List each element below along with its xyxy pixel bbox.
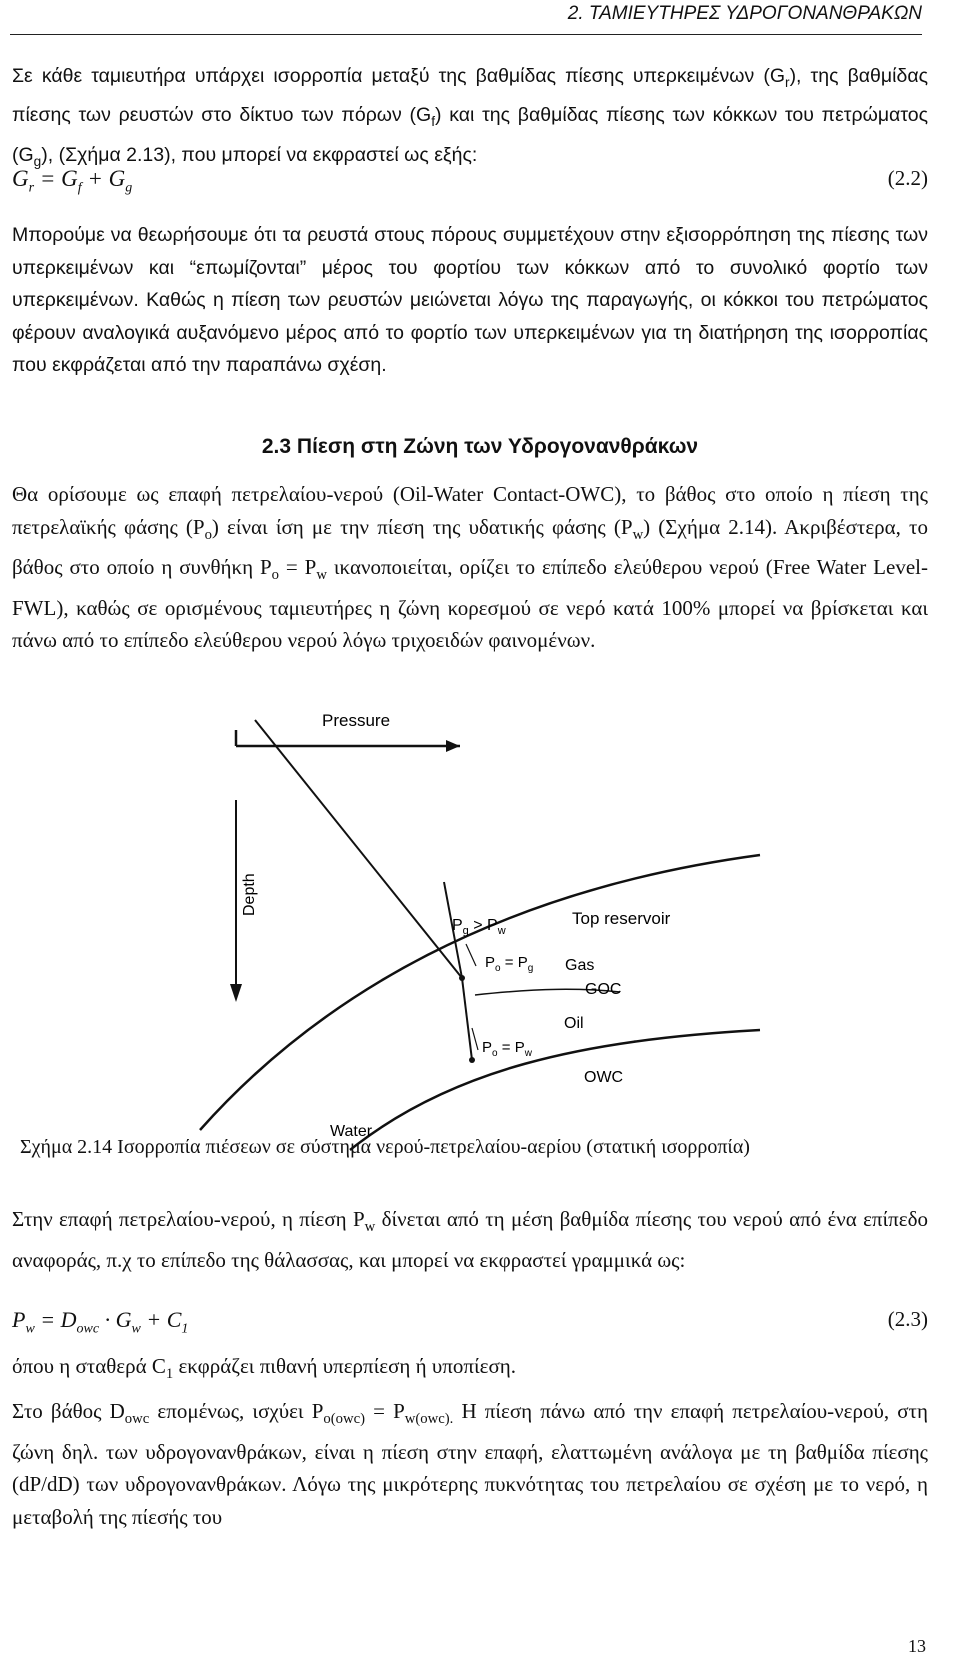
pressure-arrow-icon	[446, 740, 460, 752]
equation-number-2: (2.3)	[887, 1307, 928, 1331]
depth-arrow-icon	[230, 984, 242, 1002]
water-label: Water	[330, 1123, 373, 1140]
section-heading: 2.3 Πίεση στη Ζώνη των Υδρογονανθράκων	[261, 435, 699, 458]
label-pg-gt-pw: $P_g > P_w$	[452, 917, 506, 937]
paragraph-constant: όπου η σταθερά $C_1$ εκφράζει πιθανή υπερπίεση ή υποπίεση.	[12, 1354, 517, 1383]
water-gradient-line	[255, 720, 462, 978]
figure-caption: Σχήμα 2.14 Ισορροπία πιέσεων σε σύστημα νερού-πετρελαίου-αερίου (στατική ισορροπία)	[20, 1136, 750, 1158]
top-reservoir-curve	[200, 855, 760, 1130]
oil-label: Oil	[564, 1015, 584, 1032]
goc-point	[459, 975, 465, 981]
oil-gradient-line	[462, 978, 472, 1060]
owc-point	[469, 1057, 475, 1063]
label-po-eq-pw: $P_o = P_w$	[482, 1039, 532, 1059]
paragraph-depth-owc: Στο βάθος $D_{owc}$ επομένως, ισχύει $P_{o(owc)} = P_{w(owc).}$ Η πίεση πάνω από την επαφή πετρελαίου-νερού, στη ζώνη δηλ. των υδρογονανθράκων, είναι η πίεση στην επαφή, ελαττωμένη ανάλογα με τη βαθμίδα πίεσης (dP/dD) των υδρογονανθράκων. Λόγω της μικρότερης πυκνότητας του πετρελαίου σε σχέση με το νερό, η μεταβολή της πίεσής του	[12, 1399, 928, 1529]
owc-curve	[350, 1030, 760, 1150]
pointer-line-2	[472, 1028, 478, 1050]
page-number: 13	[908, 1636, 926, 1656]
equation-number: (2.2)	[887, 166, 928, 190]
goc-label: GOC	[585, 981, 622, 998]
paragraph-fluids: Μπορούμε να θεωρήσουμε ότι τα ρευστά στους πόρους συμμετέχουν στην εξισορρόπηση της πίεσης των υπερκειμένων και “επωμίζονται” μέρος του φορτίου των κόκκων από το συνολικό φορτίο των υπερκειμένων. Καθώς η πίεση των ρευστών μειώνεται λόγω της παραγωγής, οι κόκκοι του πετρώματος φέρουν αναλογικά αυξανόμενο μέρος από το φορτίο των υπερκειμένων για τη διατήρηση της ισορροπίας που εκφράζεται από την παραπάνω σχέση.	[12, 224, 928, 376]
equation-2-3: $P_w = D_{owc} \cdot G_w + C_1$ (2.3)	[12, 1307, 928, 1337]
depth-label: Depth	[241, 873, 258, 916]
top-reservoir-label: Top reservoir	[572, 909, 671, 928]
header-rule	[10, 34, 922, 35]
pointer-line	[466, 944, 476, 966]
label-po-eq-pg: $P_o = P_g$	[485, 954, 534, 974]
paragraph-water-pressure: Στην επαφή πετρελαίου-νερού, η πίεση $P_w$ δίνεται από τη μέση βαθμίδα πίεσης του νερού από ένα επίπεδο αναφοράς, π.χ το επίπεδο της θάλασσας, και μπορεί να εκφραστεί γραμμικά ως:	[12, 1207, 928, 1272]
paragraph-owc: Θα ορίσουμε ως επαφή πετρελαίου-νερού (Oil-Water Contact-OWC), το βάθος στο οποίο η πίεση της πετρελαϊκής φάσης $(P_o)$ είναι ίση με την πίεση της υδατικής φάσης $(P_w)$ (Σχήμα 2.14). Ακριβέστερα, το βάθος στο οποίο η συνθήκη $P_o = P_w$ ικανοποιείται, ορίζει το επίπεδο ελεύθερου νερού (Free Water Level-FWL), καθώς σε ορισμένους ταμιευτήρες η ζώνη κορεσμού σε νερό κατά 100% μπορεί να βρίσκεται και πάνω από το επίπεδο ελεύθερου νερού λόγω τριχοειδών φαινομένων.	[12, 482, 928, 653]
owc-label: OWC	[584, 1069, 624, 1086]
pressure-depth-figure	[200, 711, 760, 1150]
paragraph-equilibrium: Σε κάθε ταμιευτήρα υπάρχει ισορροπία μεταξύ της βαθμίδας πίεσης υπερκειμένων $(G_r)$, της βαθμίδας πίεσης των ρευστών στο δίκτυο των πόρων $(G_f)$ και της βαθμίδας πίεσης των κόκκων του πετρώματος $(G_g)$, (Σχήμα 2.13), που μπορεί να εκφραστεί ως εξής:	[12, 65, 928, 169]
running-header: 2. ΤΑΜΙΕΥΤΗΡΕΣ ΥΔΡΟΓΟΝΑΝΘΡΑΚΩΝ	[567, 3, 922, 24]
gas-label: Gas	[565, 957, 595, 974]
equation-2-2: $G_r = G_f + G_g$ (2.2)	[12, 166, 928, 196]
pressure-label: Pressure	[322, 711, 391, 730]
